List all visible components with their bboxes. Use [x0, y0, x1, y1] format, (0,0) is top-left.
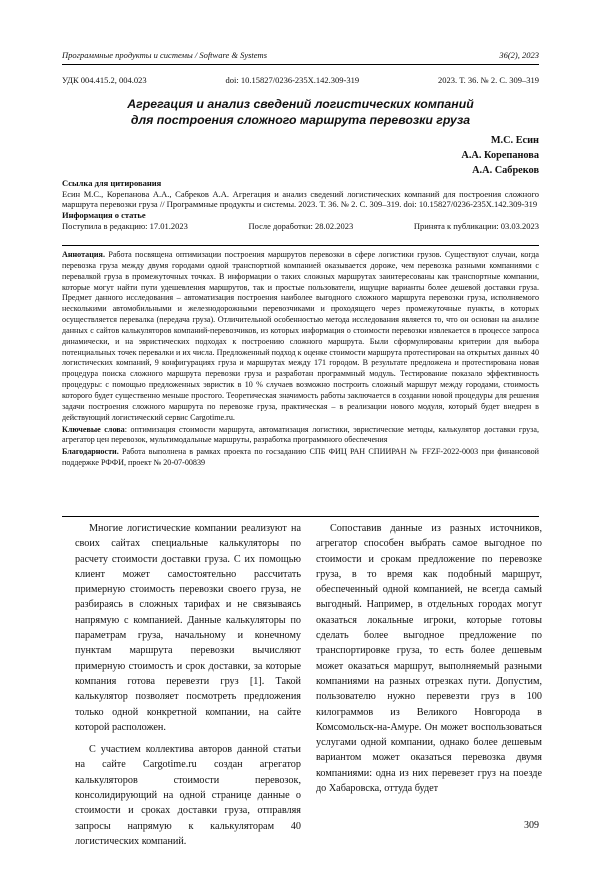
- acknowledgements: [62, 447, 539, 469]
- body-paragraph: Многие логистические компании реализуют на своих сайтах специальные калькуляторы по расчету стоимости доставки груза. С их помощью клиент может самостоятельно рассчитать примерную стоимость перевозки своего груза, не разбираясь в сложных тарифах и не связываясь напрямую с компанией. Данные калькуляторы по параметрам груза, начальному и конечному пунктам маршрута перевозки вычисляют примерную стоимость и срок доставки, за которые компания готова перевезти груз [1]. Такой калькулятор позволяет посмотреть предложения только одной конкретной компании, на сайте которой расположен.: [75, 523, 301, 733]
- received-date: Поступила в редакцию: 17.01.2023: [62, 221, 188, 232]
- article-dates: [62, 221, 539, 232]
- journal-name: Программные продукты и системы / Software & Systems: [62, 50, 268, 60]
- journal-issue: 36(2), 2023: [499, 50, 539, 60]
- keywords: [62, 425, 539, 447]
- page-number: 309: [524, 820, 539, 831]
- citation-block: [62, 178, 539, 232]
- citation-text: Есин М.С., Корепанова А.А., Сабреков А.А. Агрегация и анализ сведений логистических компаний для построения сложного маршрута перевозки груза // Программные продукты и системы. 2023. Т. 36. № 2. С. 309–319. doi: 10.15827/0236-235X.142.309-319: [62, 188, 539, 210]
- accepted-date: Принята к публикации: 03.03.2023: [413, 221, 539, 232]
- udc-code: УДК 004.415.2, 004.023: [62, 75, 147, 85]
- body-paragraph: С участием коллектива авторов данной статьи на сайте Cargotime.ru создан агрегатор калькуляторов стоимости перевозок, консолидирующий на одной странице данные о стоимости и сроках доставки груза, отправляя запросы напрямую к калькуляторам 40 логистических компаний.: [75, 744, 301, 847]
- title-line-1: Агрегация и анализ сведений логистических компаний: [127, 97, 474, 111]
- author-name: А.А. Корепанова: [461, 150, 539, 161]
- keywords-label: Ключевые слова: [62, 424, 125, 434]
- revised-date: После доработки: 28.02.2023: [248, 221, 354, 232]
- article-info-label: Информация о статье: [62, 209, 146, 220]
- abstract: [62, 250, 539, 424]
- acknowledgements-text: Работа выполнена в рамках проекта по госзаданию СПБ ФИЦ РАН СПИИРАН № FFZF-2022-0003 при финансовой поддержке РФФИ, проект № 20-07-00839: [62, 447, 539, 468]
- abstract-text: Работа посвящена оптимизации построения маршрутов перевозки в сфере логистики грузов. Существуют случаи, когда перевозка груза между двумя городами одной транспортной компанией оказывается дороже, чем перевозка разными компаниями с перевалкой груза в промежуточных точках. В информации о таких сложных маршрутах заинтересованы как транспортные компании, которые могут найти пути удешевления маршрутов, так и простые пользователи, ищущие варианты более дешевой доставки груза. Предмет данного исследования – автоматизация построения наиболее выгодного сложного маршрута перевозки груза, исполняемого несколькими автомобильными и железнодорожными перевозчиками и проходящего через промежуточные пункты, в которых осуществляется перевалка (передача груза). Отличительной особенностью метода исследования является то, что он основан на анализе данных с сайтов калькуляторов компаний-перевозчиков, из которых информация о стоимости перевозки извлекается в процессе запроса динамически, и на эвристических подходах к построению сложного маршрута. Были сформулированы критерии для выбора потенциальных точек перевалки и их числа. Предложенный подход к оценке стоимости маршрута протестирован на открытых данных 40 логистических компаний, 9 конфигурациях груза и маршрутах между 171 городом. В результате предложена и протестирована новая процедура поиска сложного маршрута перевозки груза и разработан программный модуль. Тестирование показало эффективность процедуры: с помощью предложенных эвристик в 10 % случаев возможно построить сложный маршрут между городами, стоимость которого будет существенно меньше простого. Теоретическая значимость работы заключается в создании новой процедуры для решения задачи построения сложного маршрута по перевозке груза, практическая – в реализации нового модуля, который будет внедрен в действующий логистический сервис Cargotime.ru.: [62, 250, 539, 422]
- article-title: [62, 96, 539, 128]
- header-divider: [62, 64, 539, 65]
- body-column-right: [316, 521, 542, 796]
- acknowledgements-label: Благодарности.: [62, 447, 119, 457]
- body-paragraph: Сопоставив данные из разных источников, агрегатор способен выбрать самое выгодное по стоимости и срокам предложение по перевозке груза, в то время как подобный маршрут, обеспеченный одной компанией, не всегда самый выгодный. Например, в отдельных городах могут оказаться локальные игроки, которые готовы сделать более выгодное предложение по транспортировке груза, то есть более дешевым может оказаться маршрут, выполняемый разными компаниями на разных отрезках пути. Допустим, пользователю нужно перевезти груз в 100 килограммов из Великого Новгорода в Комсомольск-на-Амуре. Он может воспользоваться услугами одной компании, однако более дешевым вариантом может оказаться перевозка двумя компаниями: одна из них перевезет груз на поезде до Хабаровска, оттуда будет: [316, 523, 542, 795]
- keywords-text: : оптимизация стоимости маршрута, автоматизация логистики, эвристические методы, калькулятор доставки груза, агрегатор цен перевозок, мультимодальные маршруты, разработка программного обеспечения: [62, 424, 539, 445]
- citation-label: Ссылка для цитирования: [62, 178, 162, 188]
- title-line-2: для построения сложного маршрута перевозки груза: [130, 113, 471, 127]
- author-name: М.С. Есин: [490, 135, 539, 146]
- identifier-line: [62, 75, 539, 85]
- body-column-left: [75, 521, 301, 849]
- running-header: [62, 50, 539, 60]
- doi: doi: 10.15827/0236-235X.142.309-319: [225, 75, 360, 85]
- body-divider: [62, 516, 539, 517]
- volume-reference: 2023. Т. 36. № 2. С. 309–319: [438, 75, 539, 85]
- abstract-block: [62, 250, 539, 469]
- abstract-divider: [62, 245, 539, 246]
- abstract-label: Аннотация.: [62, 250, 105, 259]
- author-name: А.А. Сабреков: [472, 165, 539, 176]
- author-list: [461, 133, 539, 178]
